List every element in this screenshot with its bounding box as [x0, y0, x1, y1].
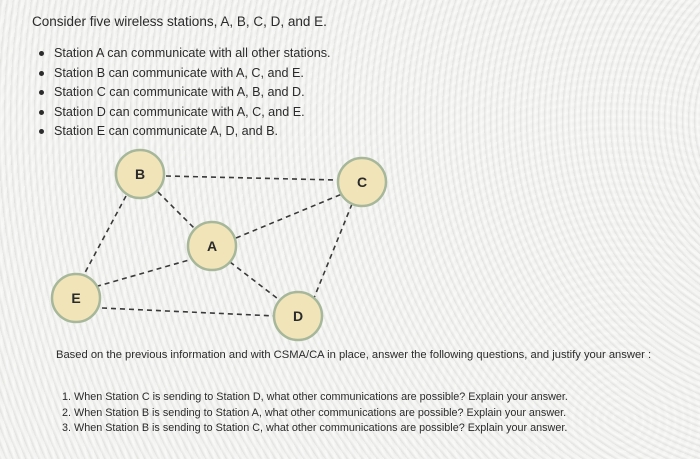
node-b-label: B: [134, 166, 146, 182]
question-list: [62, 390, 568, 437]
edge-b-e: [80, 196, 126, 282]
node-e-label: E: [71, 290, 81, 306]
problem-intro: Consider five wireless stations, A, B, C, D, and E.: [32, 14, 327, 29]
question-item: 2. When Station B is sending to Station A, what other communications are possible? Explain your answer.: [62, 406, 567, 419]
edge-a-d: [230, 262, 282, 302]
edge-b-c: [166, 176, 336, 180]
edge-b-a: [158, 192, 200, 234]
question-item: 1. When Station C is sending to Station D, what other communications are possible? Explain your answer.: [62, 391, 568, 403]
node-d-label: D: [292, 308, 304, 324]
question-intro: Based on the previous information and with CSMA/CA in place, answer the following questions, and justify your answer :: [56, 349, 652, 361]
edge-c-d: [314, 204, 352, 298]
node-a-label: A: [206, 238, 218, 254]
edge-e-d: [102, 308, 276, 316]
station-list-item: Station E can communicate A, D, and B.: [36, 122, 331, 142]
edge-a-e: [98, 258, 196, 286]
station-list-item: Station A can communicate with all other stations.: [36, 44, 331, 64]
station-list-item: Station C can communicate with A, B, and D.: [36, 83, 331, 103]
node-c-label: C: [356, 174, 368, 190]
edge-a-c: [236, 194, 342, 238]
station-list-item: Station B can communicate with A, C, and E.: [36, 64, 331, 84]
question-item: 3. When Station B is sending to Station C, what other communications are possible? Explain your answer.: [62, 422, 568, 434]
station-list-item: Station D can communicate with A, C, and E.: [36, 103, 331, 123]
